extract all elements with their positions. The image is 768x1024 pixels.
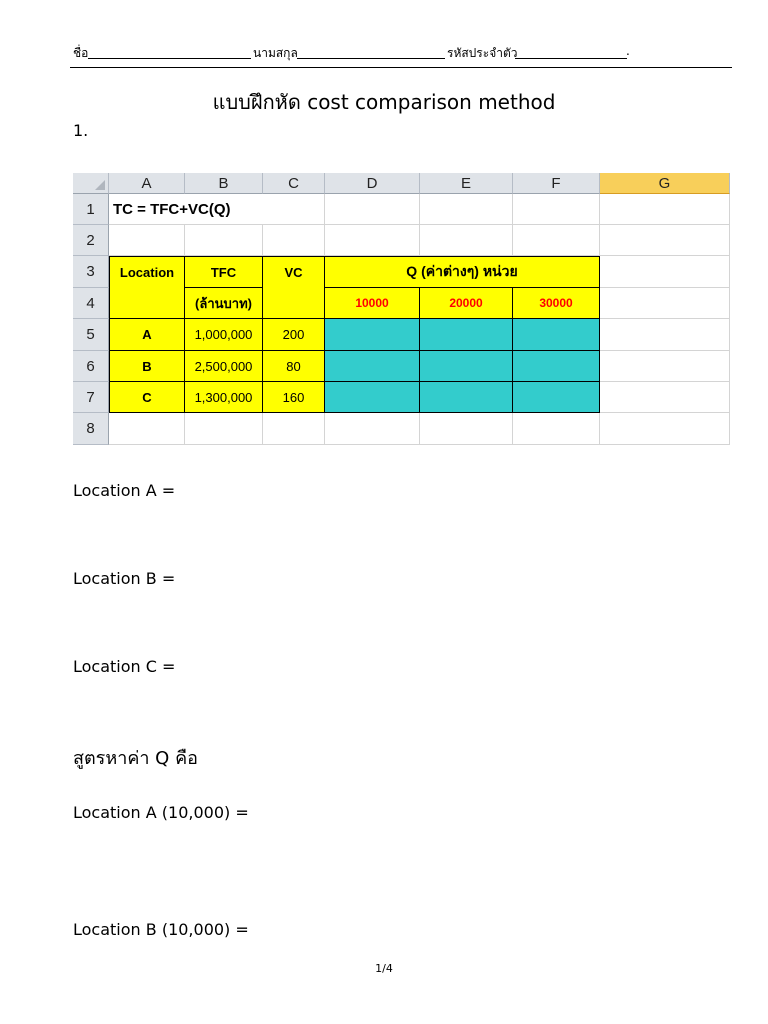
surname-blank bbox=[297, 58, 445, 59]
grid-d2 bbox=[325, 225, 420, 256]
location-b-line: Location B = bbox=[73, 569, 176, 588]
vc-c: 160 bbox=[263, 382, 325, 413]
result-b-20000 bbox=[420, 351, 513, 382]
name-label: ชื่อ bbox=[73, 46, 89, 60]
grid-g6 bbox=[600, 351, 730, 382]
location-c-line: Location C = bbox=[73, 657, 176, 676]
row-header-3: 3 bbox=[73, 256, 109, 288]
surname-label: นามสกุล bbox=[253, 46, 298, 60]
spreadsheet bbox=[73, 173, 730, 445]
location-a-line: Location A = bbox=[73, 481, 176, 500]
location-b-10000-line: Location B (10,000) = bbox=[73, 920, 249, 939]
location-c: C bbox=[109, 382, 185, 413]
grid-g8 bbox=[600, 413, 730, 445]
question-number: 1. bbox=[73, 121, 89, 140]
grid-g1 bbox=[600, 194, 730, 225]
result-c-30000 bbox=[513, 382, 600, 413]
grid-a8 bbox=[109, 413, 185, 445]
row-header-4: 4 bbox=[73, 288, 109, 319]
result-c-20000 bbox=[420, 382, 513, 413]
row-header-1: 1 bbox=[73, 194, 109, 225]
tfc-c: 1,300,000 bbox=[185, 382, 263, 413]
vc-b: 80 bbox=[263, 351, 325, 382]
header-q: Q (ค่าต่างๆ) หน่วย bbox=[325, 256, 600, 288]
grid-d1 bbox=[325, 194, 420, 225]
grid-b8 bbox=[185, 413, 263, 445]
select-all-corner bbox=[73, 173, 109, 194]
col-header-b: B bbox=[185, 173, 263, 194]
grid-d8 bbox=[325, 413, 420, 445]
q-value-20000: 20000 bbox=[420, 288, 513, 319]
col-header-a: A bbox=[109, 173, 185, 194]
grid-f2 bbox=[513, 225, 600, 256]
q-formula-heading: สูตรหาค่า Q คือ bbox=[73, 748, 198, 769]
col-header-f: F bbox=[513, 173, 600, 194]
grid-g2 bbox=[600, 225, 730, 256]
col-header-g: G bbox=[600, 173, 730, 194]
page-number: 1/4 bbox=[375, 962, 393, 975]
formula-cell: TC = TFC+VC(Q) bbox=[113, 201, 231, 218]
grid-c8 bbox=[263, 413, 325, 445]
grid-g7 bbox=[600, 382, 730, 413]
result-a-30000 bbox=[513, 319, 600, 351]
id-label: รหัสประจำตัว bbox=[447, 46, 518, 60]
header-tfc-unit: (ล้านบาท) bbox=[185, 288, 263, 319]
location-a-10000-line: Location A (10,000) = bbox=[73, 803, 249, 822]
grid-f8 bbox=[513, 413, 600, 445]
result-a-10000 bbox=[325, 319, 420, 351]
result-a-20000 bbox=[420, 319, 513, 351]
col-header-c: C bbox=[263, 173, 325, 194]
header-end-mark: . bbox=[626, 44, 630, 58]
grid-e2 bbox=[420, 225, 513, 256]
id-blank bbox=[515, 58, 627, 59]
row-header-2: 2 bbox=[73, 225, 109, 256]
q-value-30000: 30000 bbox=[513, 288, 600, 319]
tfc-b: 2,500,000 bbox=[185, 351, 263, 382]
col-header-e: E bbox=[420, 173, 513, 194]
grid-e1 bbox=[420, 194, 513, 225]
tfc-a: 1,000,000 bbox=[185, 319, 263, 351]
grid-f1 bbox=[513, 194, 600, 225]
col-header-d: D bbox=[325, 173, 420, 194]
grid-g3 bbox=[600, 256, 730, 288]
location-b: B bbox=[109, 351, 185, 382]
name-blank bbox=[88, 58, 251, 59]
location-a: A bbox=[109, 319, 185, 351]
grid-g4 bbox=[600, 288, 730, 319]
row-header-6: 6 bbox=[73, 351, 109, 382]
grid-b2 bbox=[185, 225, 263, 256]
grid-c2 bbox=[263, 225, 325, 256]
header-location: Location bbox=[109, 256, 185, 319]
grid-e8 bbox=[420, 413, 513, 445]
vc-a: 200 bbox=[263, 319, 325, 351]
q-value-10000: 10000 bbox=[325, 288, 420, 319]
result-b-30000 bbox=[513, 351, 600, 382]
page-title: แบบฝึกหัด cost comparison method bbox=[212, 90, 556, 114]
row-header-8: 8 bbox=[73, 413, 109, 445]
result-c-10000 bbox=[325, 382, 420, 413]
grid-c1 bbox=[263, 194, 325, 225]
header-vc: VC bbox=[263, 256, 325, 319]
header-rule bbox=[70, 67, 732, 68]
row-header-5: 5 bbox=[73, 319, 109, 351]
grid-g5 bbox=[600, 319, 730, 351]
result-b-10000 bbox=[325, 351, 420, 382]
row-header-7: 7 bbox=[73, 382, 109, 413]
grid-a2 bbox=[109, 225, 185, 256]
header-tfc: TFC bbox=[185, 256, 263, 288]
